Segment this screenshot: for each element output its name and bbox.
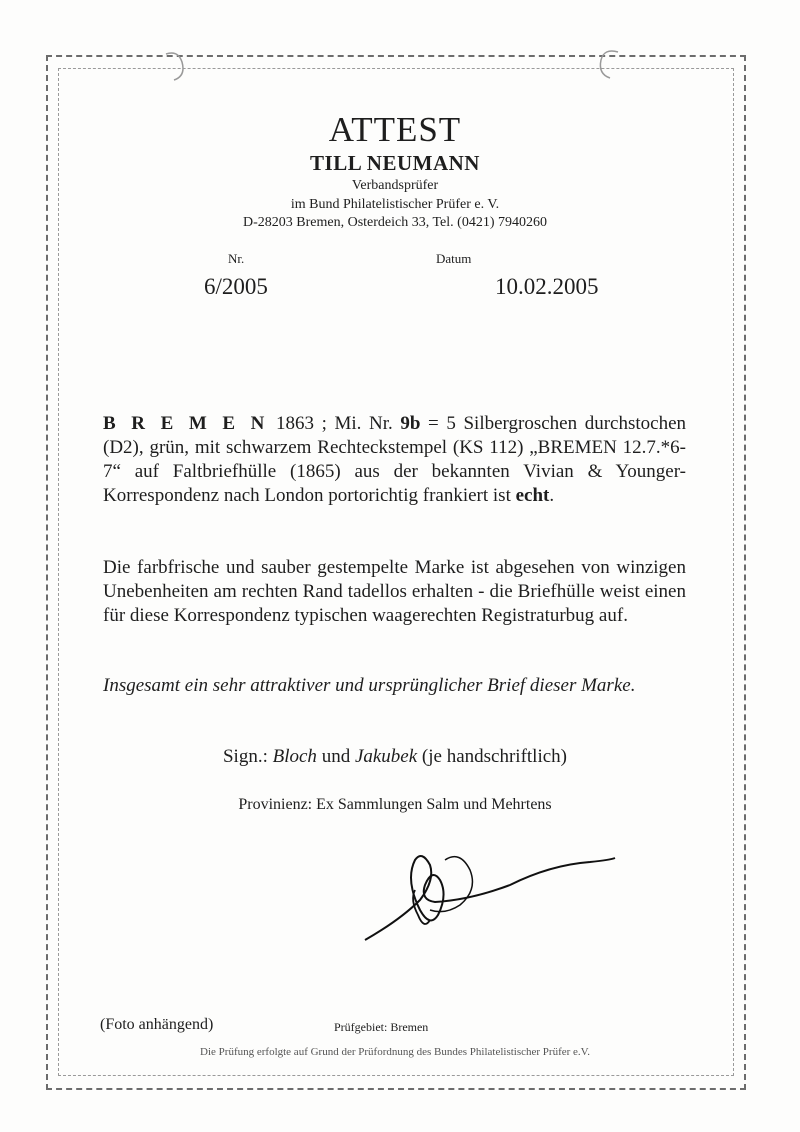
- corner-clip-left-icon: [158, 50, 192, 84]
- catalogue-number: 9b: [400, 413, 421, 434]
- examination-area: Prüfgebiet: Bremen: [334, 1020, 429, 1034]
- document-title: ATTEST: [328, 110, 462, 149]
- signatures-line: Sign.: Bloch und Jakubek (je handschriftlich): [222, 746, 568, 767]
- description-text-a: 1863 ; Mi. Nr.: [268, 413, 401, 434]
- paragraph-summary: Insgesamt ein sehr attraktiver und ursprünglicher Brief dieser Marke.: [103, 675, 636, 696]
- provenance: Provinienz: Ex Sammlungen Salm und Mehrtens: [238, 796, 552, 813]
- stamp-territory: B R E M E N: [103, 413, 269, 434]
- certificate-number: 6/2005: [204, 274, 268, 299]
- datum-label: Datum: [436, 251, 472, 266]
- nr-label: Nr.: [228, 251, 245, 266]
- description-end: .: [549, 485, 555, 506]
- handwritten-signature-icon: [360, 840, 620, 950]
- examiner-association: im Bund Philatelistischer Prüfer e. V.: [290, 197, 500, 212]
- footer-note: Die Prüfung erfolgte auf Grund der Prüfordnung des Bundes Philatelistischer Prüfer e.V.: [200, 1046, 590, 1058]
- verdict: echt: [515, 485, 550, 506]
- corner-clip-right-icon: [592, 48, 626, 82]
- paragraph-description: [103, 412, 686, 508]
- examiner-role: Verbandsprüfer: [351, 178, 439, 193]
- examiner-address: D-28203 Bremen, Osterdeich 33, Tel. (0421) 7940260: [243, 215, 547, 230]
- photo-attached-note: (Foto anhängend): [100, 1016, 214, 1033]
- description-text-b: = 5 Silbergroschen durchstochen (D2), grün, mit schwarzem Rechteckstempel (KS 112) „BREMEN 12.7.*6-7“ auf Faltbriefhülle (1865) aus der bekannten Vivian & Younger-Korrespondenz nach London portorichtig frankiert ist: [103, 413, 686, 506]
- examiner-name: TILL NEUMANN: [310, 151, 480, 175]
- certificate-date: 10.02.2005: [495, 274, 599, 299]
- paragraph-condition: Die farbfrische und sauber gestempelte Marke ist abgesehen von winzigen Unebenheiten am rechten Rand tadellos erhalten - die Briefhülle weist einen für diese Korrespondenz typischen waagerechten Registraturbug auf.: [103, 557, 686, 626]
